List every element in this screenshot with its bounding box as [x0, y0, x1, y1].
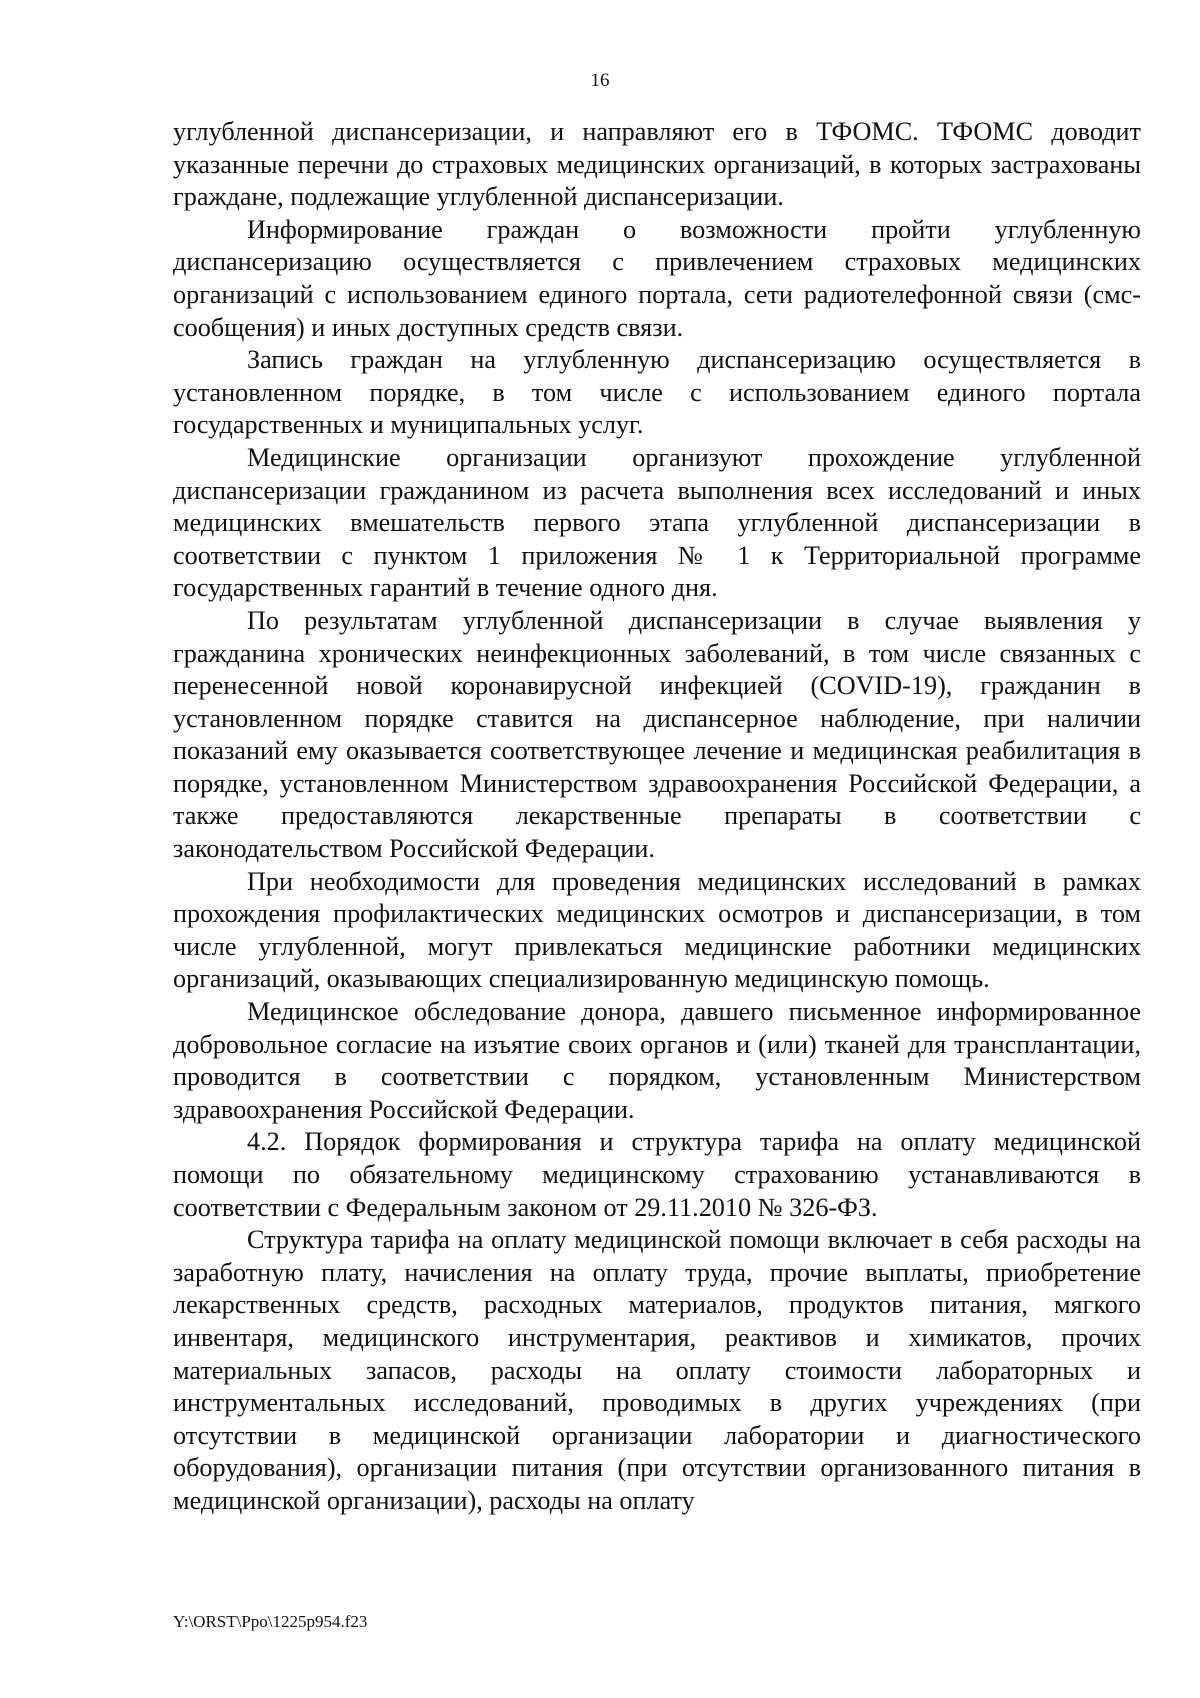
page-number: 16	[590, 70, 610, 91]
paragraph-results: По результатам углубленной диспансеризации в случае выявления у гражданина хронических неинфекционных заболеваний, в том числе связанных с перенесенной новой коронавирусной инфекцией (COVID-19), гражданин в установленном порядке ставится на диспансерное наблюдение, при наличии показаний ему оказывается соответствующее лечение и медицинская реабилитация в порядке, установленном Министерством здравоохранения Российской Федерации, а также предоставляются лекарственные препараты в соответствии с законодательством Российской Федерации.	[173, 605, 1141, 864]
paragraph-tariff-structure: Структура тарифа на оплату медицинской помощи включает в себя расходы на заработную плату, начисления на оплату труда, прочие выплаты, приобретение лекарственных средств, расходных материалов, продуктов питания, мягкого инвентаря, медицинского инструментария, реактивов и химикатов, прочих материальных запасов, расходы на оплату стоимости лабораторных и инструментальных исследований, проводимых в других учреждениях (при отсутствии в медицинской организации лаборатории и диагностического оборудования), организации питания (при отсутствии организованного питания в медицинской организации), расходы на оплату	[173, 1225, 1141, 1515]
document-body	[173, 116, 1141, 1518]
paragraph-medical-organizations: Медицинские организации организуют прохождение углубленной диспансеризации гражданином из расчета выполнения всех исследований и иных медицинских вмешательств первого этапа углубленной диспансеризации в соответствии с пунктом 1 приложения № 1 к Территориальной программе государственных гарантий в течение одного дня.	[173, 442, 1141, 603]
paragraph-continuation: углубленной диспансеризации, и направляют его в ТФОМС. ТФОМС доводит указанные перечни до страховых медицинских организаций, в которых застрахованы граждане, подлежащие углубленной диспансеризации.	[173, 117, 1141, 212]
paragraph-section-4-2: 4.2. Порядок формирования и структура тарифа на оплату медицинской помощи по обязательному медицинскому страхованию устанавливаются в соответствии с Федеральным законом от 29.11.2010 № 326-ФЗ.	[173, 1127, 1141, 1222]
file-path-footer: Y:\ORST\Ppo\1225p954.f23	[173, 1612, 368, 1631]
paragraph-informing: Информирование граждан о возможности пройти углубленную диспансеризацию осуществляется с привлечением страховых медицинских организаций с использованием единого портала, сети радиотелефонной связи (смс-сообщения) и иных доступных средств связи.	[173, 214, 1141, 342]
paragraph-registration: Запись граждан на углубленную диспансеризацию осуществляется в установленном порядке, в том числе с использованием единого портала государственных и муниципальных услуг.	[173, 345, 1141, 440]
paragraph-donor-examination: Медицинское обследование донора, давшего письменное информированное добровольное согласие на изъятие своих органов и (или) тканей для трансплантации, проводится в соответствии с порядком, установленным Министерством здравоохранения Российской Федерации.	[173, 997, 1141, 1124]
paragraph-specialists: При необходимости для проведения медицинских исследований в рамках прохождения профилактических медицинских осмотров и диспансеризации, в том числе углубленной, могут привлекаться медицинские работники медицинских организаций, оказывающих специализированную медицинскую помощь.	[173, 866, 1141, 994]
